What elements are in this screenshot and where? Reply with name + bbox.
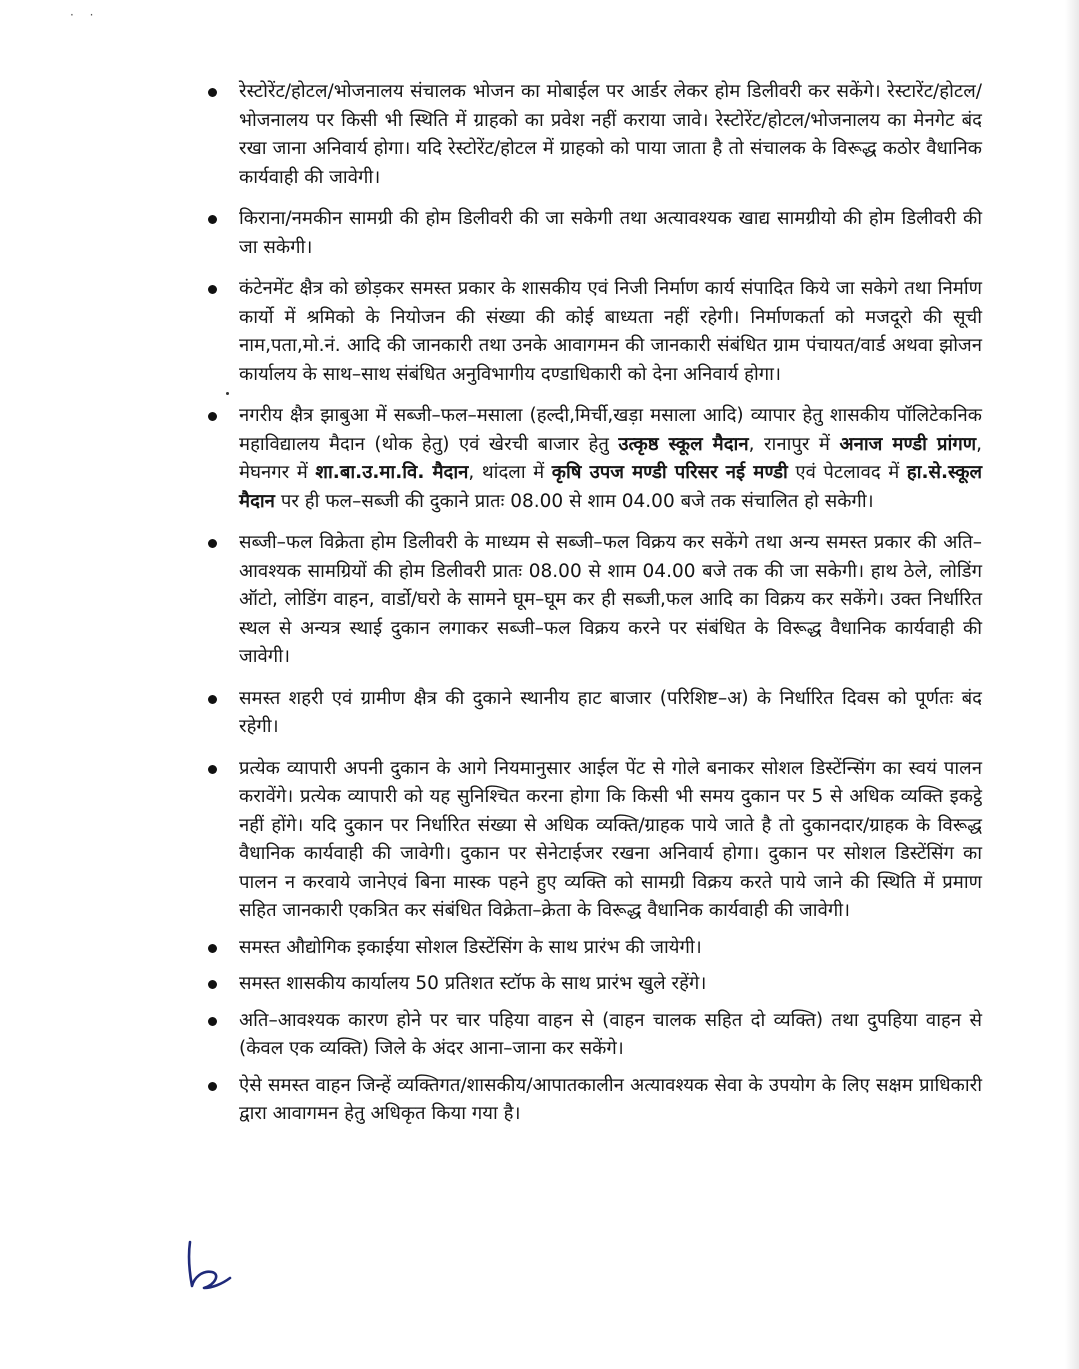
bullet-dot-icon	[208, 980, 217, 989]
bullet-text: कंटेनमेंट क्षैत्र को छोड़कर समस्त प्रकार के शासकीय एवं निजी निर्माण कार्य संपादित किये जा सकेगे तथा निर्माण कार्यो में श्रमिको के नियोजन की संख्या की कोई बाध्यता नहीं रहेगी। निर्माणकर्ता को मजदूरो की सूची नाम,पता,मो.नं. आदि की जानकारी तथा उनके आवागमन की जानकारी संबंधित ग्राम पंचायत/वार्ड अथवा झोजन कार्यालय के साथ–साथ संबंधित अनुविभागीय दण्डाधिकारी को देना अनिवार्य होगा।	[239, 278, 982, 385]
handwritten-initial-mark	[182, 1236, 234, 1296]
bullet-text: सब्जी–फल विक्रेता होम डिलीवरी के माध्यम से सब्जी–फल विक्रय कर सकेंगे तथा अन्य समस्त प्रकार की अति–आवश्यक सामग्रियों की होम डिलीवरी प्रातः 08.00 से शाम 04.00 बजे तक की जा सकेगी। हाथ ठेले, लोडिंग ऑटो, लोडिंग वाहन, वार्डो/घरो के सामने घूम–घूम कर ही सब्जी,फल आदि का विक्रय कर सकेंगे। उक्त निर्धारित स्थल से अन्यत्र स्थाई दुकान लगाकर सब्जी–फल विक्रय करने पर संबंधित के विरूद्ध वैधानिक कार्यवाही की जावेगी।	[239, 532, 982, 667]
bullet-dot-icon	[208, 1082, 217, 1091]
text-segment: , रानापुर में	[748, 433, 840, 455]
bullet-text: ऐसे समस्त वाहन जिन्हें व्यक्तिगत/शासकीय/आपातकालीन अत्यावश्यक सेवा के उपयोग के लिए सक्षम प्राधिकारी द्वारा आवागमन हेतु अधिकृत किया गया है।	[239, 1074, 982, 1124]
bullet-dot-icon	[208, 88, 217, 97]
bullet-dot-icon	[208, 944, 217, 953]
bullet-vegetable-vendors	[206, 529, 982, 672]
location-bold: उत्कृष्ठ स्कूल मैदान	[618, 433, 749, 455]
bullet-authorized-vehicles	[206, 1072, 982, 1129]
location-bold: हा.से.स्कूल मैदान	[239, 462, 982, 512]
text-segment: पर ही फल–सब्जी की दुकाने प्रातः 08.00 से शाम 04.00 बजे तक संचालित हो सकेगी।	[274, 490, 874, 512]
bullet-dot-icon	[208, 765, 217, 774]
bullet-industrial-units	[206, 934, 982, 963]
bullet-vegetable-market-locations	[206, 402, 982, 516]
bullet-dot-icon	[208, 412, 217, 421]
bullet-social-distancing-shops	[206, 755, 982, 926]
bullet-construction-work	[206, 275, 982, 389]
bullet-text: रेस्टोरेंट/होटल/भोजनालय संचालक भोजन का मोबाईल पर आर्डर लेकर होम डिलीवरी कर सकेंगे। रेस्टारेंट/होटल/भोजनालय पर किसी भी स्थिति में ग्राहको का प्रवेश नहीं कराया जावे। रेस्टोरेंट/होटल/भोजनालय का मेनगेट बंद रखा जाना अनिवार्य होगा। यदि रेस्टोरेंट/होटल में ग्राहको को पाया जाता है तो संचालक के विरूद्ध कठोर वैधानिक कार्यवाही की जावेगी।	[239, 81, 982, 188]
bullet-dot-icon	[208, 1017, 217, 1026]
location-bold: अनाज मण्डी प्रांगण	[839, 433, 977, 455]
order-bullet-list	[206, 78, 982, 1137]
bullet-text: अति–आवश्यक कारण होने पर चार पहिया वाहन से (वाहन चालक सहित दो व्यक्ति) तथा दुपहिया वाहन से (केवल एक व्यक्ति) जिले के अंदर आना–जाना कर सकेंगे।	[239, 1009, 982, 1059]
location-bold: कृषि उपज मण्डी परिसर नई मण्डी	[551, 462, 788, 483]
text-segment: एवं पेटलावद में	[787, 462, 907, 483]
scan-specks: · ·	[70, 8, 100, 22]
bullet-vehicle-movement	[206, 1007, 982, 1064]
bullet-grocery-delivery	[206, 205, 982, 262]
bullet-dot-icon	[208, 539, 217, 548]
bullet-text: समस्त शासकीय कार्यालय 50 प्रतिशत स्टॉफ के साथ प्रारंभ खुले रहेंगे।	[239, 973, 707, 994]
bullet-text: समस्त शहरी एवं ग्रामीण क्षैत्र की दुकाने स्थानीय हाट बाजार (परिशिष्ट–अ) के निर्धारित दिवस को पूर्णतः बंद रहेगी।	[239, 687, 982, 737]
location-bold: शा.बा.उ.मा.वि. मैदान	[315, 462, 469, 483]
text-segment: , थांदला में	[468, 462, 552, 483]
text-segment: , मेघनगर में	[239, 433, 982, 483]
bullet-dot-icon	[208, 695, 217, 704]
bullet-haat-bazaar-closure	[206, 685, 982, 742]
scan-shadow-edge	[1065, 0, 1079, 1369]
bullet-dot-icon	[208, 285, 217, 294]
bullet-text: समस्त औद्योगिक इकाईया सोशल डिस्टेंसिंग के साथ प्रारंभ की जायेगी।	[239, 936, 702, 958]
bullet-text: प्रत्येक व्यापारी अपनी दुकान के आगे नियमानुसार आईल पेंट से गोले बनाकर सोशल डिस्टेंन्सिंग का स्वयं पालन करावेंगे। प्रत्येक व्यापारी को यह सुनिश्चित करना होगा कि किसी भी समय दुकान पर 5 से अधिक व्यक्ति इकट्ठे नहीं होंगे। यदि दुकान पर निर्धारित संख्या से अधिक व्यक्ति/ग्राहक पाये जाते है तो दुकानदार/ग्राहक के विरूद्ध वैधानिक कार्यवाही की जावेगी। दुकान पर सेनेटाईजर रखना अनिवार्य होगा। दुकान पर सोशल डिस्टेंसिंग का पालन न करवाये जानेएवं बिना मास्क पहने हुए व्यक्ति को सामग्री विक्रय करते पाये जाने की स्थिति में प्रमाण सहित जानकारी एकत्रित कर संबंधित विक्रेता–क्रेता के विरूद्ध वैधानिक कार्यवाही की जावेगी।	[239, 757, 982, 921]
bullet-restaurant-home-delivery	[206, 78, 982, 192]
bullet-text	[239, 405, 982, 512]
bullet-text: किराना/नमकीन सामग्री की होम डिलीवरी की जा सकेगी तथा अत्यावश्यक खाद्य सामग्रीयो की होम डिलीवरी की जा सकेगी।	[239, 208, 982, 258]
bullet-government-offices	[206, 970, 982, 999]
text-segment: नगरीय क्षैत्र झाबुआ में सब्जी–फल–मसाला (हल्दी,मिर्ची,खड़ा मसाला आदि) व्यापार हेतु शासकीय पॉलिटेकनिक महाविद्यालय मैदान (थोक हेतु) एवं खेरची बाजार हेतु	[239, 405, 982, 455]
bullet-dot-icon	[208, 215, 217, 224]
